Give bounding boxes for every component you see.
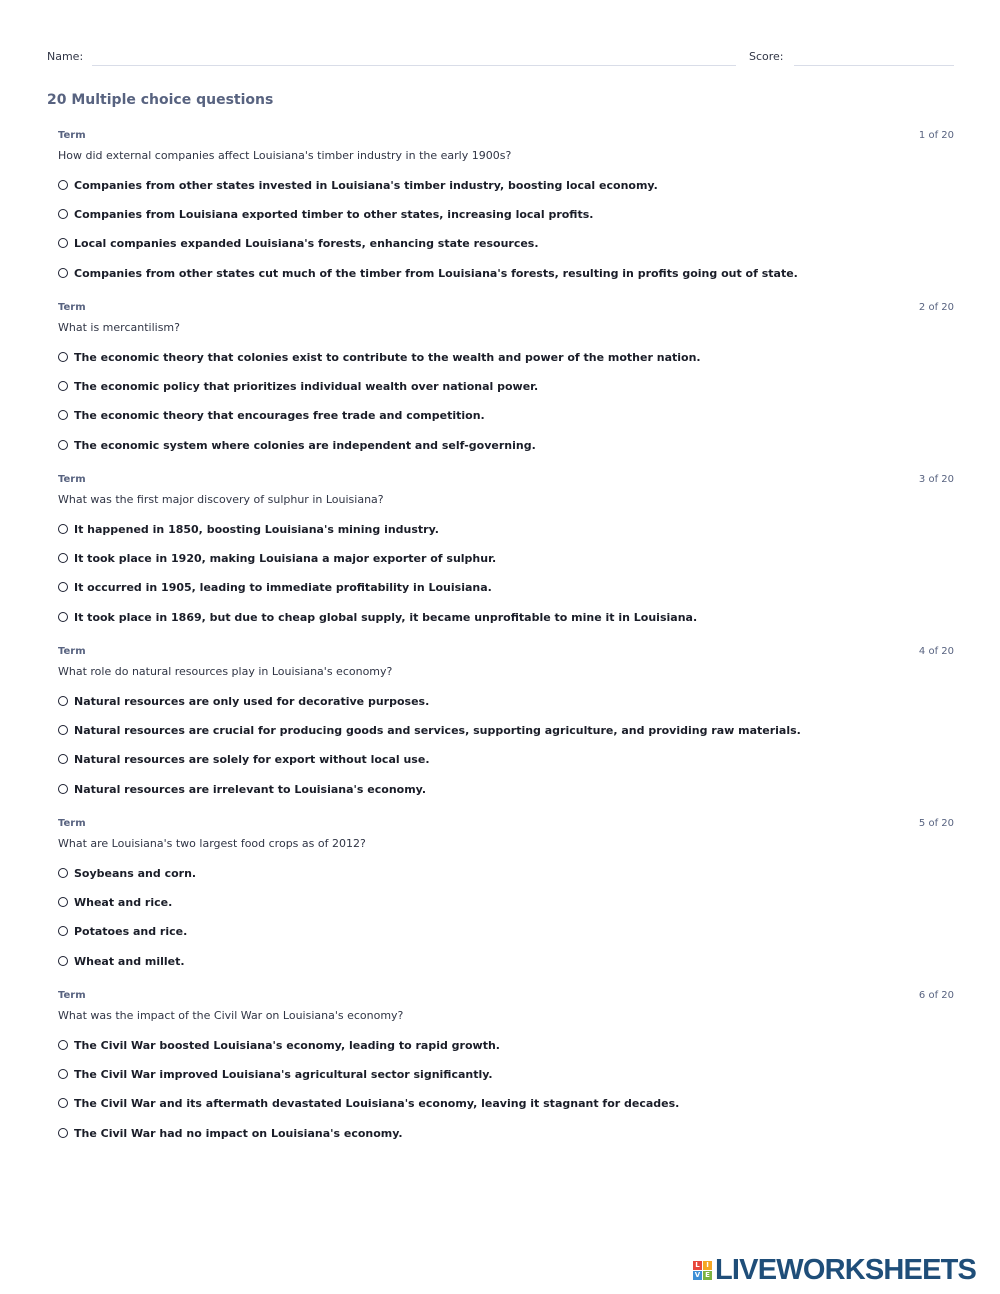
option-label: The Civil War boosted Louisiana's economy, leading to rapid growth. — [74, 1038, 500, 1052]
question-card — [58, 643, 954, 815]
answer-option[interactable] — [58, 1125, 403, 1141]
option-label: The economic system where colonies are independent and self-governing. — [74, 438, 536, 452]
score-input-line[interactable] — [794, 65, 954, 66]
radio-circle-icon[interactable] — [58, 784, 68, 794]
radio-circle-icon[interactable] — [58, 926, 68, 936]
option-label: It happened in 1850, boosting Louisiana's mining industry. — [74, 522, 439, 536]
radio-circle-icon[interactable] — [58, 754, 68, 764]
header-row — [47, 46, 954, 66]
radio-circle-icon[interactable] — [58, 956, 68, 966]
option-label: Natural resources are crucial for producing goods and services, supporting agriculture, and providing raw materials. — [74, 723, 801, 737]
logo-letter-e: E — [703, 1271, 712, 1280]
name-label: Name: — [47, 50, 84, 63]
term-label: Term — [58, 818, 86, 829]
answer-option[interactable] — [58, 437, 536, 453]
answer-option[interactable] — [58, 751, 430, 767]
radio-circle-icon[interactable] — [58, 868, 68, 878]
answer-option[interactable] — [58, 349, 701, 365]
answer-option[interactable] — [58, 1037, 500, 1053]
question-counter: 4 of 20 — [918, 646, 954, 657]
answer-option[interactable] — [58, 609, 697, 625]
option-label: Companies from other states cut much of the timber from Louisiana's forests, resulting in profits going out of state. — [74, 266, 798, 280]
answer-option[interactable] — [58, 722, 801, 738]
answer-option[interactable] — [58, 177, 658, 193]
question-card — [58, 471, 954, 643]
answer-option[interactable] — [58, 894, 172, 910]
question-counter: 5 of 20 — [918, 818, 954, 829]
radio-circle-icon[interactable] — [58, 696, 68, 706]
option-label: The Civil War and its aftermath devastated Louisiana's economy, leaving it stagnant for decades. — [74, 1096, 680, 1110]
term-label: Term — [58, 130, 86, 141]
question-card — [58, 815, 954, 987]
question-card — [58, 127, 954, 299]
option-label: Local companies expanded Louisiana's forests, enhancing state resources. — [74, 236, 539, 250]
radio-circle-icon[interactable] — [58, 238, 68, 248]
option-label: The Civil War improved Louisiana's agricultural sector significantly. — [74, 1067, 493, 1081]
radio-circle-icon[interactable] — [58, 524, 68, 534]
logo-letter-l: L — [693, 1261, 702, 1270]
logo-letter-i: I — [703, 1261, 712, 1270]
answer-option[interactable] — [58, 235, 539, 251]
question-prompt: What is mercantilism? — [58, 321, 180, 334]
radio-circle-icon[interactable] — [58, 612, 68, 622]
liveworksheets-logo — [693, 1253, 977, 1286]
term-label: Term — [58, 646, 86, 657]
option-label: The Civil War had no impact on Louisiana's economy. — [74, 1126, 403, 1140]
option-label: Wheat and millet. — [74, 954, 185, 968]
radio-circle-icon[interactable] — [58, 725, 68, 735]
option-label: Companies from other states invested in Louisiana's timber industry, boosting local economy. — [74, 178, 658, 192]
option-label: Companies from Louisiana exported timber to other states, increasing local profits. — [74, 207, 594, 221]
option-label: Soybeans and corn. — [74, 866, 197, 880]
option-label: The economic policy that prioritizes individual wealth over national power. — [74, 379, 539, 393]
question-counter: 3 of 20 — [918, 474, 954, 485]
option-label: Natural resources are irrelevant to Louisiana's economy. — [74, 782, 427, 796]
term-label: Term — [58, 990, 86, 1001]
answer-option[interactable] — [58, 781, 426, 797]
answer-option[interactable] — [58, 550, 496, 566]
term-label: Term — [58, 474, 86, 485]
question-prompt: What role do natural resources play in Louisiana's economy? — [58, 665, 393, 678]
option-label: It took place in 1920, making Louisiana a major exporter of sulphur. — [74, 551, 497, 565]
radio-circle-icon[interactable] — [58, 897, 68, 907]
answer-option[interactable] — [58, 1066, 493, 1082]
option-label: Wheat and rice. — [74, 895, 173, 909]
term-label: Term — [58, 302, 86, 313]
brand-name: LIVEWORKSHEETS — [715, 1253, 977, 1286]
radio-circle-icon[interactable] — [58, 1040, 68, 1050]
question-list — [58, 127, 954, 1159]
logo-letter-v: V — [694, 1271, 701, 1279]
question-card — [58, 299, 954, 471]
option-label: The economic theory that encourages free trade and competition. — [74, 408, 485, 422]
radio-circle-icon[interactable] — [58, 410, 68, 420]
section-title: 20 Multiple choice questions — [47, 92, 274, 108]
question-prompt: What was the impact of the Civil War on Louisiana's economy? — [58, 1009, 404, 1022]
answer-option[interactable] — [58, 953, 185, 969]
radio-circle-icon[interactable] — [58, 381, 68, 391]
answer-option[interactable] — [58, 378, 538, 394]
answer-option[interactable] — [58, 206, 593, 222]
option-label: The economic theory that colonies exist to contribute to the wealth and power of the mother nation. — [74, 350, 701, 364]
answer-option[interactable] — [58, 579, 492, 595]
radio-circle-icon[interactable] — [58, 1098, 68, 1108]
name-input-line[interactable] — [92, 65, 736, 66]
question-card — [58, 987, 954, 1159]
radio-circle-icon[interactable] — [58, 180, 68, 190]
question-counter: 6 of 20 — [918, 990, 954, 1001]
radio-circle-icon[interactable] — [58, 582, 68, 592]
question-prompt: What are Louisiana's two largest food crops as of 2012? — [58, 837, 366, 850]
answer-option[interactable] — [58, 1095, 679, 1111]
radio-circle-icon[interactable] — [58, 553, 68, 563]
radio-circle-icon[interactable] — [58, 440, 68, 450]
radio-circle-icon[interactable] — [58, 1128, 68, 1138]
radio-circle-icon[interactable] — [58, 209, 68, 219]
answer-option[interactable] — [58, 923, 187, 939]
radio-circle-icon[interactable] — [58, 352, 68, 362]
option-label: Potatoes and rice. — [74, 924, 188, 938]
radio-circle-icon[interactable] — [58, 268, 68, 278]
option-label: Natural resources are only used for decorative purposes. — [74, 694, 430, 708]
answer-option[interactable] — [58, 407, 485, 423]
answer-option[interactable] — [58, 693, 429, 709]
answer-option[interactable] — [58, 265, 798, 281]
option-label: It took place in 1869, but due to cheap global supply, it became unprofitable to mine it in Louisiana. — [74, 610, 698, 624]
radio-circle-icon[interactable] — [58, 1069, 68, 1079]
question-prompt: How did external companies affect Louisiana's timber industry in the early 1900s? — [58, 149, 512, 162]
score-label: Score: — [749, 50, 784, 63]
option-label: Natural resources are solely for export without local use. — [74, 752, 430, 766]
question-prompt: What was the first major discovery of sulphur in Louisiana? — [58, 493, 384, 506]
option-label: It occurred in 1905, leading to immediate profitability in Louisiana. — [74, 580, 492, 594]
question-counter: 1 of 20 — [918, 130, 954, 141]
liveworksheets-mark-icon — [693, 1261, 712, 1280]
question-counter: 2 of 20 — [918, 302, 954, 313]
answer-option[interactable] — [58, 521, 439, 537]
answer-option[interactable] — [58, 865, 196, 881]
